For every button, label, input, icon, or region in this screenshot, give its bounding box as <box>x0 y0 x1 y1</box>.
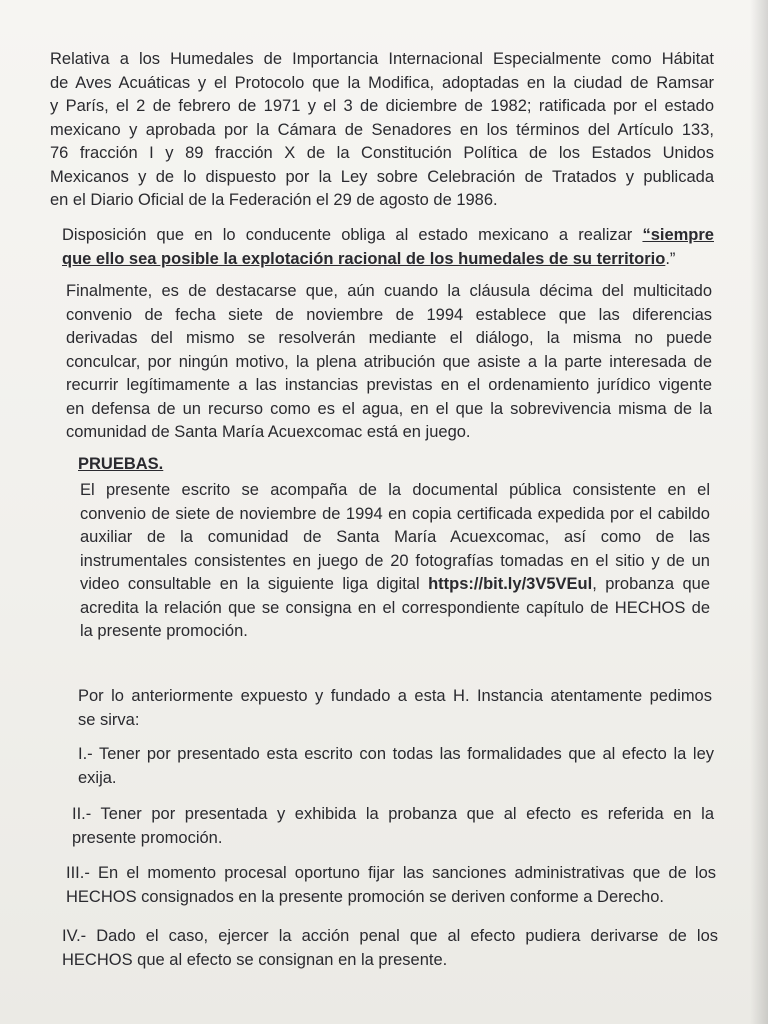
text-line: Relativa a los Humedales de Importancia Internacional Especialmente como Hábitat <box>50 50 714 68</box>
text-line: El presente escrito se acompaña de la documental pública consistente en el <box>80 481 710 499</box>
paragraph-ramsar <box>50 48 714 213</box>
text-line: convenio de fecha siete de noviembre de 1994 establece que las diferencias <box>66 305 712 324</box>
section-heading-pruebas <box>78 453 163 477</box>
text-run: Disposición que en lo conducente obliga al estado mexicano a realizar <box>62 226 643 244</box>
text-line: en defensa de un recurso como es el agua, en el que la sobrevivencia misma de la <box>66 399 712 418</box>
text-line: acredita la relación que se consigna en el correspondiente capítulo de HECHOS de <box>80 598 710 617</box>
petition-item-2 <box>72 803 714 850</box>
text-line: se sirva: <box>78 710 140 729</box>
text-line: en el Diario Oficial de la Federación el 29 de agosto de 1986. <box>50 191 498 209</box>
text-line: la presente promoción. <box>80 622 248 640</box>
paragraph-pruebas <box>80 479 710 644</box>
text-line <box>62 248 714 272</box>
text-line: Mexicanos y de lo dispuesto por la Ley sobre Celebración de Tratados y publicada <box>50 167 714 186</box>
text-run: video consultable en la siguiente liga digital <box>80 575 429 593</box>
paragraph-finalmente <box>66 280 712 445</box>
petition-item-3 <box>66 862 716 909</box>
text-line: conculcar, por ningún motivo, la plena atribución que asiste a la parte interesada de <box>66 352 712 371</box>
petition-item-1 <box>78 743 714 790</box>
petition-item-4 <box>62 925 718 972</box>
text-line: IV.- Dado el caso, ejercer la acción penal que al efecto pudiera derivarse de los <box>62 927 718 945</box>
digital-link[interactable]: https://bit.ly/3V5VEul <box>428 575 593 593</box>
text-line: mexicano y aprobada por la Cámara de Senadores en los términos del Artículo 133, <box>50 120 714 139</box>
heading-text: PRUEBAS. <box>78 455 164 473</box>
text-line: auxiliar de la comunidad de Santa María Acuexcomac, así como de las <box>80 528 710 546</box>
text-line: comunidad de Santa María Acuexcomac está en juego. <box>66 423 471 441</box>
paragraph-disposicion <box>62 224 714 271</box>
quoted-emphasis: “siempre <box>642 226 714 244</box>
text-line: HECHOS que al efecto se consignan en la presente. <box>62 950 448 969</box>
text-line: recurrir legítimamente a las instancias previstas en el ordenamiento jurídico vigente <box>66 376 712 394</box>
text-line: HECHOS consignados en la presente promoción se deriven conforme a Derecho. <box>66 887 664 906</box>
text-line: I.- Tener por presentado esta escrito con todas las formalidades que al efecto la ley <box>78 745 714 763</box>
text-line <box>80 573 710 597</box>
quoted-emphasis: que ello sea posible la explotación racional de los humedales de su territorio <box>62 249 666 268</box>
text-line: exija. <box>78 768 117 787</box>
text-line: convenio de siete de noviembre de 1994 en copia certificada expedida por el cabildo <box>80 504 710 523</box>
text-line: Finalmente, es de destacarse que, aún cuando la cláusula décima del multicitado <box>66 282 712 300</box>
text-line: instrumentales consistentes en juego de 20 fotografías tomadas en el sitio y de un <box>80 551 710 570</box>
text-line: III.- En el momento procesal oportuno fijar las sanciones administrativas que de los <box>66 864 716 882</box>
text-line: de Aves Acuáticas y el Protocolo que la Modifica, adoptadas en la ciudad de Ramsar <box>50 73 714 92</box>
text-line: II.- Tener por presentada y exhibida la probanza que al efecto es referida en la <box>72 805 714 823</box>
text-run: , probanza que <box>592 575 710 593</box>
text-line: derivadas del mismo se resolverán mediante el diálogo, la misma no puede <box>66 329 712 347</box>
text-line: y París, el 2 de febrero de 1971 y el 3 de diciembre de 1982; ratificada por el estado <box>50 97 714 115</box>
text-line: Por lo anteriormente expuesto y fundado a esta H. Instancia atentamente pedimos <box>78 687 712 705</box>
text-line <box>62 224 714 248</box>
text-line: presente promoción. <box>72 828 223 847</box>
text-line: 76 fracción I y 89 fracción X de la Constitución Política de los Estados Unidos <box>50 144 714 162</box>
text-run: .” <box>665 249 676 268</box>
paragraph-petitorio <box>78 685 712 732</box>
